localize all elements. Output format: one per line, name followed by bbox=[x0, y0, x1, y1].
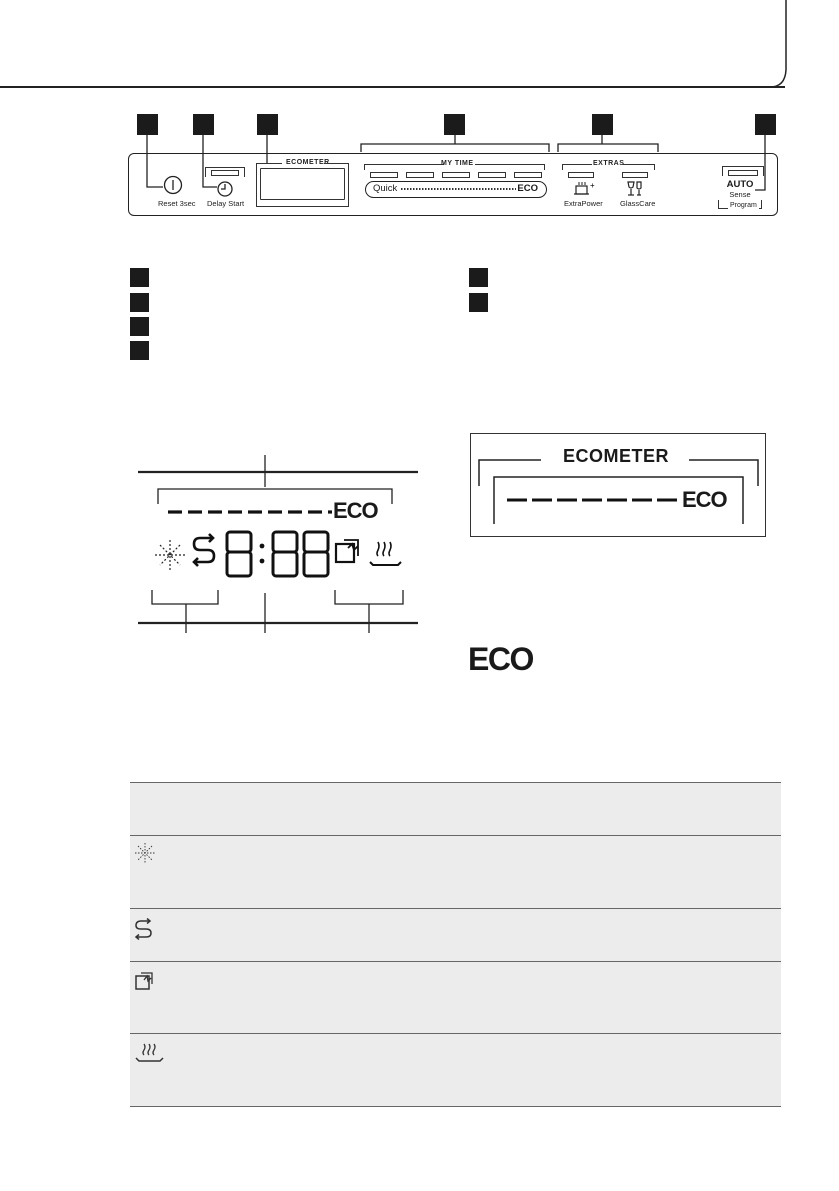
on-off-icon bbox=[163, 175, 183, 195]
table-row-header bbox=[130, 783, 781, 835]
mytime-indicator-3 bbox=[442, 172, 470, 178]
display-drying-icon bbox=[370, 542, 401, 565]
ecometer-inset-title: ECOMETER bbox=[562, 446, 669, 466]
extras-label: EXTRAS bbox=[593, 160, 625, 167]
extrapower-icon bbox=[573, 180, 597, 198]
quick-label: Quick bbox=[373, 183, 398, 194]
mytime-right-tick bbox=[544, 164, 545, 170]
table-row-drying bbox=[130, 1034, 781, 1106]
extras-left-tick bbox=[562, 164, 563, 170]
mytime-indicator-4 bbox=[478, 172, 506, 178]
reset-label: Reset 3sec bbox=[158, 199, 196, 208]
delay-bracket bbox=[205, 167, 245, 177]
extrapower-label: ExtraPower bbox=[564, 199, 603, 208]
ecometer-top-left bbox=[256, 163, 282, 164]
legend-box-5 bbox=[469, 268, 488, 287]
extrapower-indicator bbox=[568, 172, 594, 178]
legend-box-1 bbox=[130, 268, 149, 287]
display-eco-label: ECO bbox=[333, 498, 378, 523]
extras-right-tick bbox=[654, 164, 655, 170]
display-regenerate-icon bbox=[194, 534, 214, 566]
ecometer-top-right bbox=[324, 163, 349, 164]
svg-text:+: + bbox=[590, 181, 595, 190]
mytime-top-left bbox=[364, 164, 444, 165]
auto-bracket-top bbox=[722, 166, 764, 176]
rinse-aid-icon bbox=[134, 842, 156, 864]
ecometer-inset-eco: ECO bbox=[682, 487, 727, 512]
mytime-slider[interactable] bbox=[365, 181, 547, 198]
legend-box-6 bbox=[469, 293, 488, 312]
glasscare-indicator bbox=[622, 172, 648, 178]
mytime-label: MY TIME bbox=[441, 160, 474, 167]
on-off-button[interactable] bbox=[163, 175, 183, 195]
table-row-regenerate bbox=[130, 909, 781, 961]
eco-symbol: ECO bbox=[468, 641, 533, 677]
mytime-indicator-5 bbox=[514, 172, 542, 178]
ecometer-label: ECOMETER bbox=[286, 159, 330, 166]
program-label: Program bbox=[730, 202, 757, 209]
extras-top-right bbox=[623, 164, 655, 165]
mytime-left-tick bbox=[364, 164, 365, 170]
slider-track bbox=[401, 188, 516, 190]
glasscare-label: GlassCare bbox=[620, 199, 656, 208]
display-digits bbox=[227, 532, 328, 576]
auto-label: AUTO bbox=[726, 179, 754, 190]
ecometer-window bbox=[260, 168, 345, 200]
delay-label: Delay Start bbox=[207, 199, 245, 208]
legend-box-4 bbox=[130, 341, 149, 360]
mytime-top-right bbox=[475, 164, 545, 165]
table-row-auto-open bbox=[130, 962, 781, 1033]
clock-icon bbox=[216, 180, 234, 198]
delay-start-button[interactable] bbox=[216, 180, 234, 198]
display-auto-open-icon bbox=[336, 540, 358, 562]
table-bottom-rule bbox=[130, 1106, 781, 1107]
extras-top-left bbox=[562, 164, 592, 165]
legend-box-3 bbox=[130, 317, 149, 336]
glasscare-button[interactable] bbox=[626, 180, 644, 198]
mytime-indicator-2 bbox=[406, 172, 434, 178]
display-rinse-aid-icon bbox=[155, 540, 185, 570]
regenerate-icon bbox=[133, 918, 155, 940]
table-row-rinse-aid bbox=[130, 836, 781, 908]
ecometer-inset bbox=[470, 433, 766, 537]
extrapower-button[interactable] bbox=[573, 180, 597, 198]
sense-label: Sense bbox=[729, 190, 751, 199]
glasscare-icon bbox=[626, 180, 644, 198]
legend-box-2 bbox=[130, 293, 149, 312]
mytime-indicator-1 bbox=[370, 172, 398, 178]
auto-open-icon bbox=[134, 970, 156, 992]
drying-icon bbox=[133, 1042, 167, 1064]
slider-eco-label: ECO bbox=[517, 183, 538, 194]
display-diagram bbox=[130, 452, 430, 637]
